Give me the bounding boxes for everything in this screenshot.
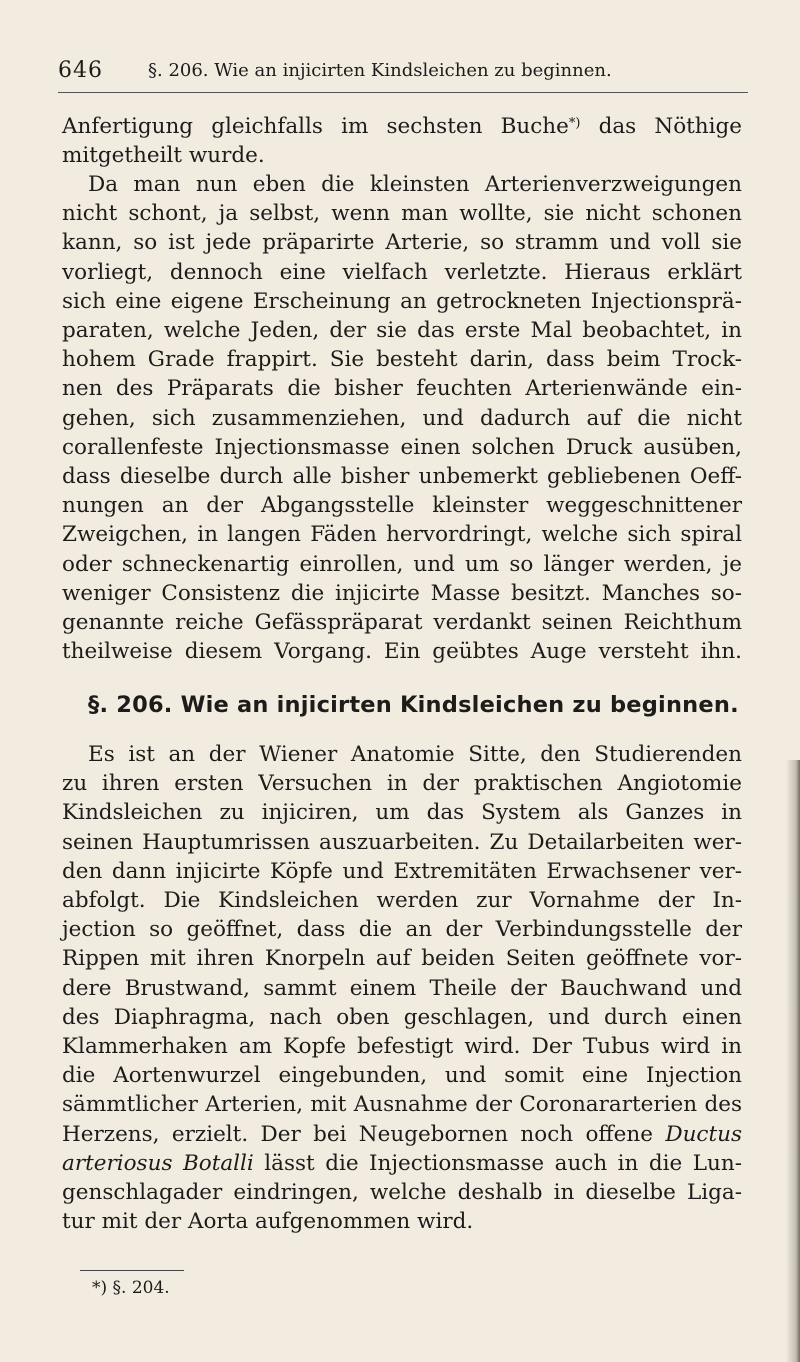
page-number: 646 [58,58,103,83]
footnote: *) §. 204. [92,1278,170,1298]
text-line: den dann injicirte Köpfe und Extremitäten Erwachsener ver- [62,858,742,884]
scan-edge-shadow [786,760,800,1362]
text-line: Klammerhaken am Kopfe befestigt wird. Der Tubus wird in [62,1034,742,1060]
text-line: genannte reiche Gefässpräparat verdankt seinen Reichthum [62,610,742,636]
text-line: vorliegt, dennoch eine vielfach verletzte. Hieraus erklärt [62,259,742,285]
text-line: Zweigchen, in langen Fäden hervordringt, welche sich spiral [62,522,742,548]
text-line: weniger Consistenz die injicirte Masse besitzt. Manches so- [62,580,742,606]
text-line: des Diaphragma, nach oben geschlagen, und durch einen [62,1004,742,1030]
paragraph-continuation [62,112,742,170]
text-line: hohem Grade frappirt. Sie besteht darin, dass beim Trock- [62,347,742,373]
text-line: nicht schont, ja selbst, wenn man wollte, sie nicht schonen [62,201,742,227]
page-header [0,52,800,92]
text-line: nen des Präparats die bisher feuchten Arterienwände ein- [62,376,742,402]
text-line: Herzens, erzielt. Der bei Neugebornen noch offene Ductus [62,1121,742,1147]
text-line: Es ist an der Wiener Anatomie Sitte, den Studierenden [88,742,742,767]
text-line: Rippen mit ihren Knorpeln auf beiden Seiten geöffnete vor- [62,946,742,972]
text-line: Anfertigung gleichfalls im sechsten Buche*) das Nöthige [62,114,742,139]
text-line: theilweise diesem Vorgang. Ein geübtes Auge versteht ihn. [62,639,742,665]
section-heading: §. 206. Wie an injicirten Kindsleichen zu beginnen. [88,692,739,718]
text-line: Kindsleichen zu injiciren, um das System als Ganzes in [62,800,742,826]
text-line: corallenfeste Injectionsmasse einen solchen Druck ausüben, [62,434,742,460]
text-line: Da man nun eben die kleinsten Arterienverzweigungen [88,172,742,197]
text-line: tur mit der Aorta aufgenommen wird. [62,1209,474,1235]
text-line: seinen Hauptumrissen auszuarbeiten. Zu Detailarbeiten wer- [62,829,742,855]
text-line: oder schneckenartig einrollen, und um so länger werden, je [62,551,742,577]
text-line: gehen, sich zusammenziehen, und dadurch auf die nicht [62,405,742,431]
text-line: genschlagader eindringen, welche deshalb in dieselbe Liga- [62,1180,742,1206]
text-line: die Aortenwurzel eingebunden, und somit eine Injection [62,1063,742,1089]
italic-term: arteriosus Botalli [62,1150,254,1176]
paragraph-body [62,170,742,666]
text-line: sich eine eigene Erscheinung an getrockneten Injectionsprä- [62,288,742,314]
text-line: nungen an der Abgangsstelle kleinster weggeschnittener [62,493,742,519]
footnote-rule [80,1270,184,1271]
header-rule [58,92,748,93]
paragraph-body [62,740,742,1236]
text-line: zu ihren ersten Versuchen in der praktischen Angiotomie [62,771,742,797]
text-line: paraten, welche Jeden, der sie das erste Mal beobachtet, in [62,318,742,344]
text-line: dass dieselbe durch alle bisher unbemerkt gebliebenen Oeff- [62,464,742,490]
footnote-mark: *) [568,116,581,131]
running-title: §. 206. Wie an injicirten Kindsleichen zu beginnen. [148,60,612,81]
text-line: sämmtlicher Arterien, mit Ausnahme der Coronararterien des [62,1092,742,1118]
italic-term: Ductus [665,1121,742,1147]
text-line: jection so geöffnet, dass die an der Verbindungsstelle der [62,917,742,943]
text-line: kann, so ist jede präparirte Arterie, so stramm und voll sie [62,230,742,256]
text-line: mitgetheilt wurde. [62,143,265,169]
text-line: abfolgt. Die Kindsleichen werden zur Vornahme der In- [62,888,742,914]
text-line: dere Brustwand, sammt einem Theile der Bauchwand und [62,975,742,1001]
text-line: arteriosus Botalli lässt die Injectionsmasse auch in die Lun- [62,1150,742,1176]
